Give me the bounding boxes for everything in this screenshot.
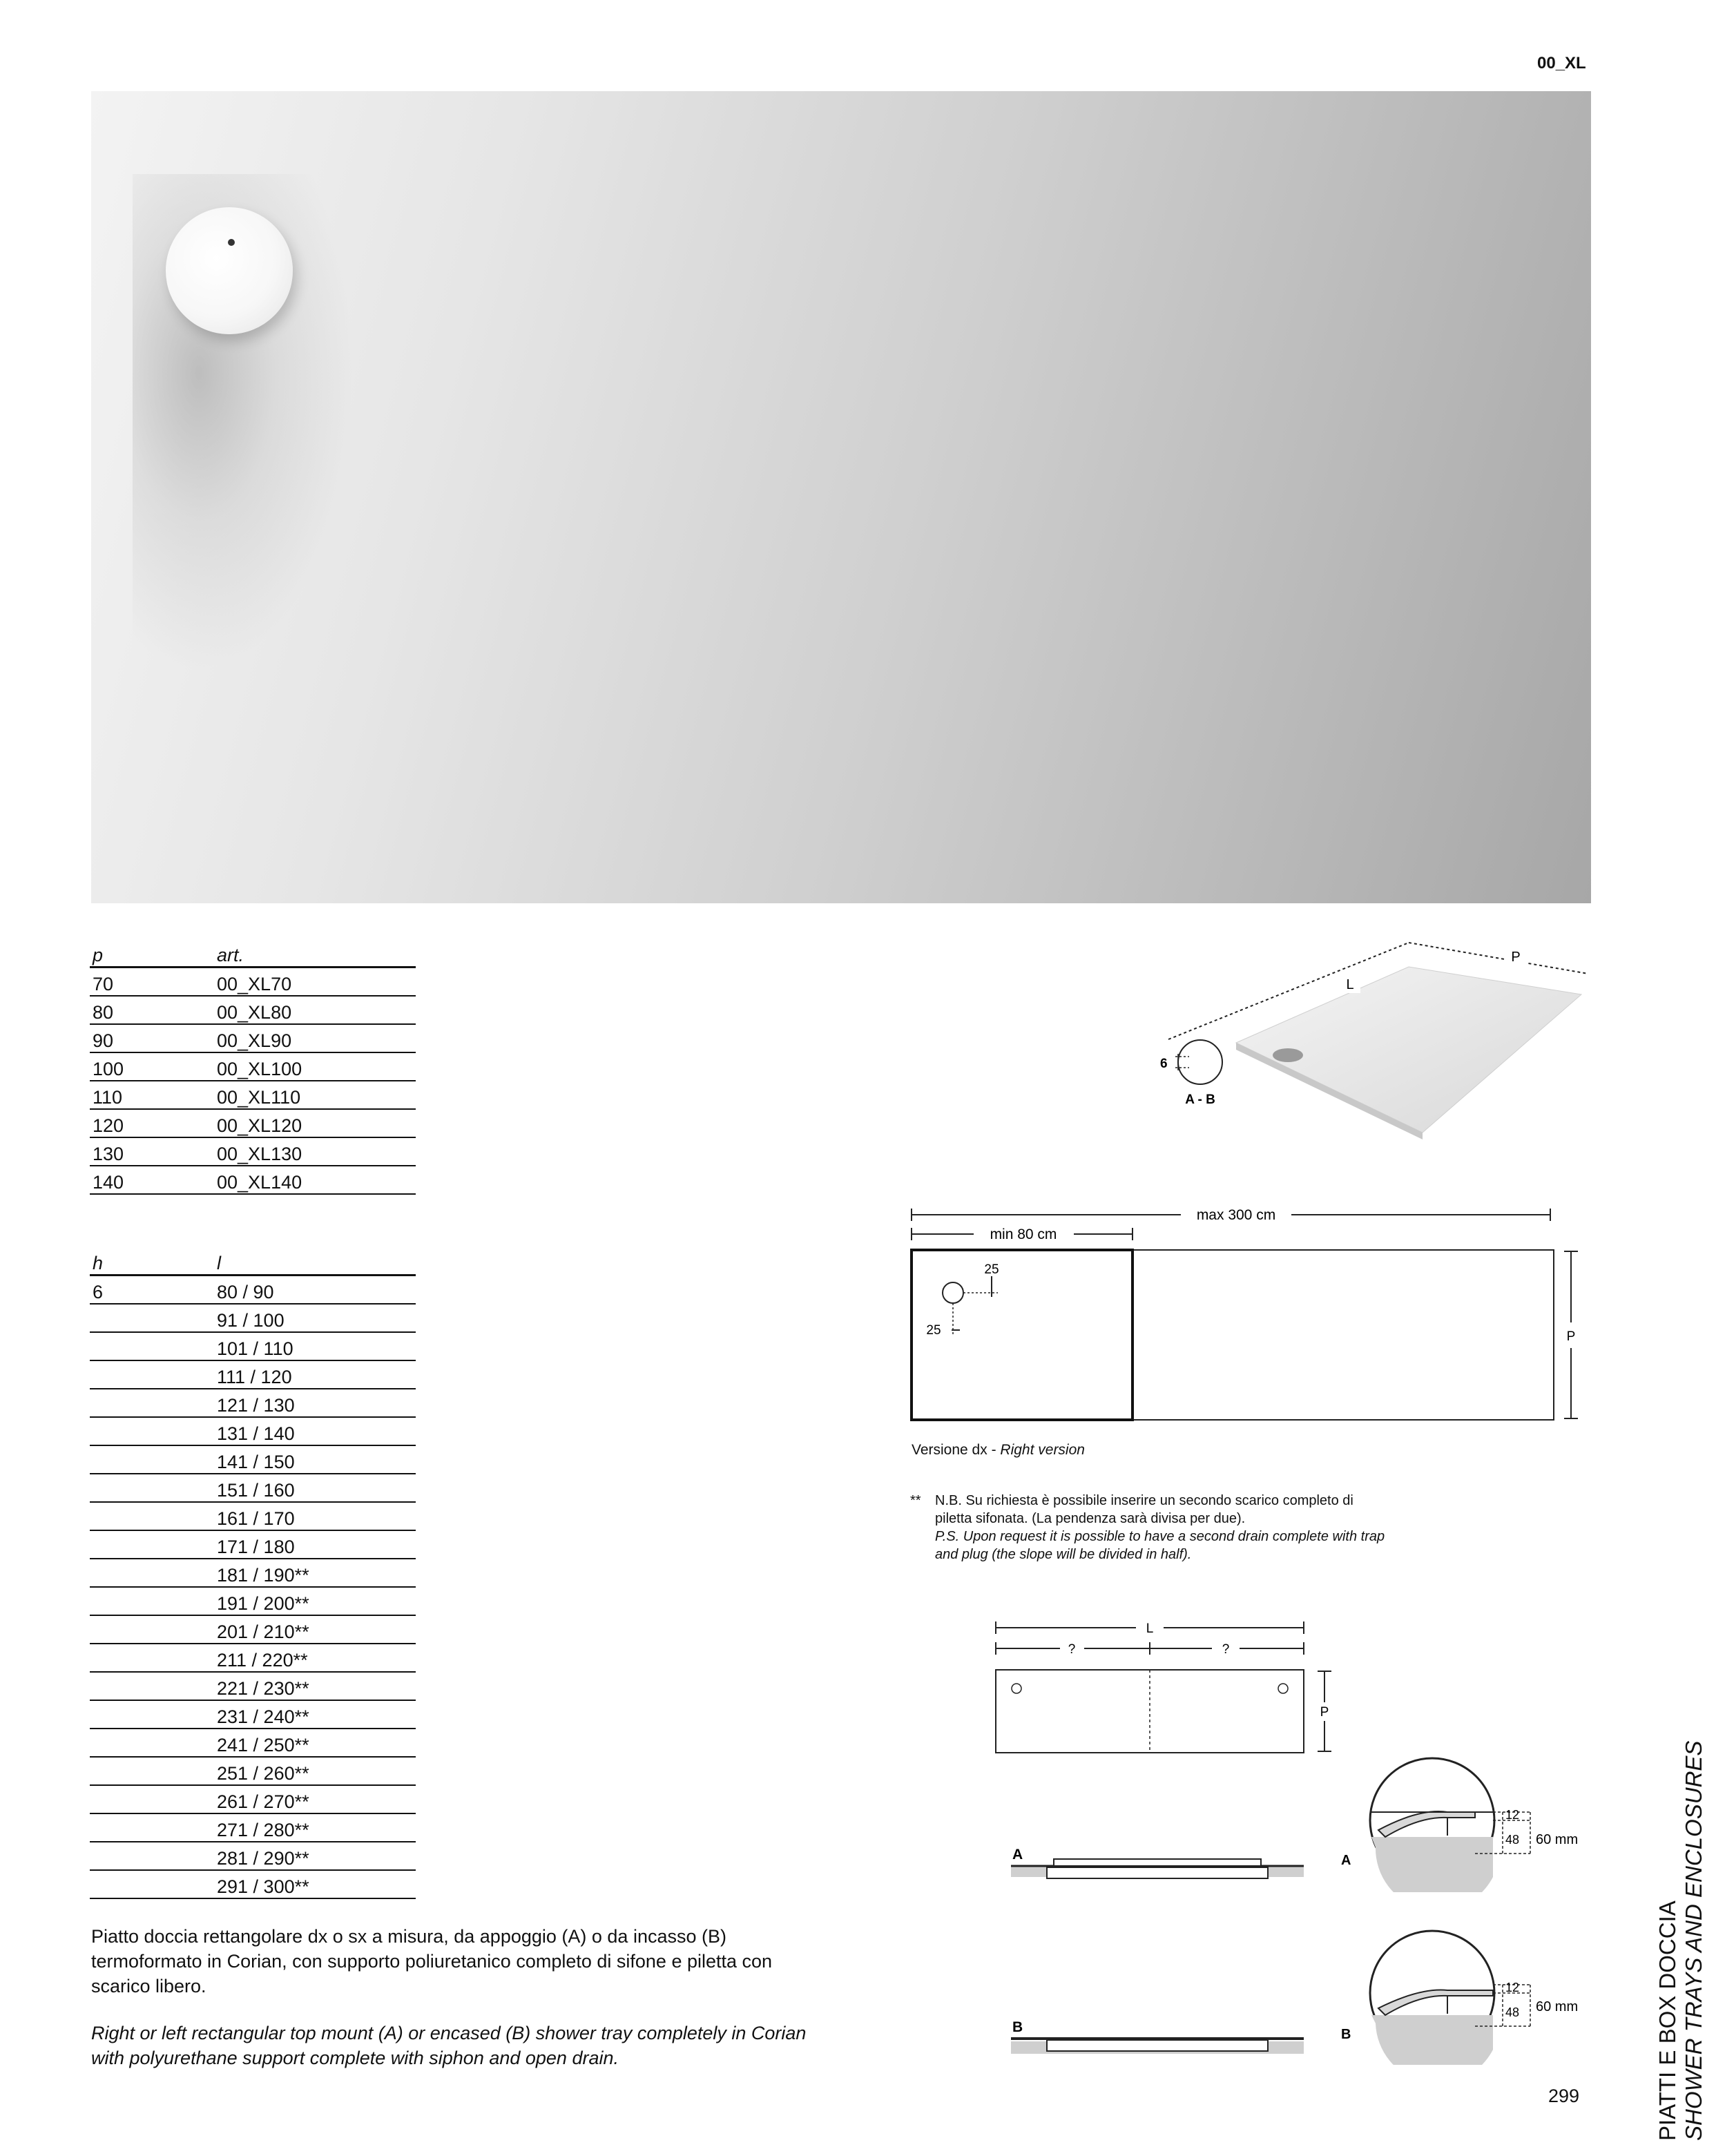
depth-table-row [90,1081,416,1109]
length-table-col2-cell: 121 / 130 [214,1389,416,1417]
length-table-row [90,1474,416,1502]
length-table-col1-cell [90,1870,214,1898]
length-table-col1-cell [90,1700,214,1729]
length-table-col1-cell [90,1360,214,1389]
length-table-col2-cell: 161 / 170 [214,1502,416,1530]
length-table-col2-cell: 241 / 250** [214,1729,416,1757]
col-header-p: p [90,939,214,968]
length-table-col1-cell [90,1729,214,1757]
depth-table-col1-cell: 130 [90,1137,214,1166]
depth-table-col1-cell: 140 [90,1166,214,1194]
length-table-col2-cell: 111 / 120 [214,1360,416,1389]
plan-drawing [905,1195,1588,1436]
product-code: 00_XL [1537,54,1586,73]
length-table-row [90,1502,416,1530]
length-table-row [90,1870,416,1898]
depth-table-row [90,1024,416,1052]
length-table-row [90,1785,416,1813]
note-english: P.S. Upon request it is possible to have a second drain complete with trap and plug (the slope will be divided in half). [935,1529,1385,1562]
iso-p-label: P [1511,950,1521,965]
depth-table-col1-cell: 90 [90,1024,214,1052]
product-photo [91,91,1591,903]
drain-hole [228,239,235,246]
length-table-col2-cell: 80 / 90 [214,1276,416,1305]
length-table-col2-cell: 181 / 190** [214,1559,416,1587]
col-header-h: h [90,1247,214,1276]
length-table-row [90,1559,416,1587]
length-table-row [90,1587,416,1615]
length-table-col2-cell: 151 / 160 [214,1474,416,1502]
length-table-row [90,1700,416,1729]
length-table-col2-cell: 101 / 110 [214,1332,416,1360]
length-table-col2-cell: 261 / 270** [214,1785,416,1813]
depth-table-col2-cell: 00_XL110 [214,1081,416,1109]
length-table-col1-cell [90,1615,214,1644]
iso-l-label: L [1346,977,1354,992]
depth-table-col2-cell: 00_XL90 [214,1024,416,1052]
length-table-col1-cell: 6 [90,1276,214,1305]
double-half1-label: ? [1068,1642,1076,1657]
section-b-dim2: 48 [1505,2005,1520,2019]
length-table-row [90,1842,416,1870]
note-italian: N.B. Su richiesta è possibile inserire un secondo scarico completo di piletta sifonata. (La pendenza sarà divisa per due). [935,1493,1353,1526]
length-table-row [90,1644,416,1672]
section-b-label: B [1012,2019,1023,2035]
length-table-col1-cell [90,1559,214,1587]
length-table-col1-cell [90,1813,214,1842]
depth-table-row [90,1109,416,1137]
section-b-dim1: 12 [1505,1981,1520,1994]
length-table-row [90,1615,416,1644]
depth-table [90,939,416,1195]
length-table-col1-cell [90,1785,214,1813]
length-table-row [90,1672,416,1700]
length-table-col2-cell: 201 / 210** [214,1615,416,1644]
length-table-row [90,1389,416,1417]
depth-table-row [90,1137,416,1166]
iso-detail-label: A - B [1185,1093,1215,1107]
plan-offset-left: 25 [926,1323,941,1338]
col-header-art: art. [214,939,416,968]
length-table-row [90,1757,416,1785]
depth-table-col1-cell: 70 [90,968,214,997]
plan-p-label: P [1566,1329,1576,1344]
depth-table-col1-cell: 110 [90,1081,214,1109]
depth-table-row [90,1166,416,1194]
section-b-total: 60 mm [1536,1999,1579,2014]
section-a-dim1: 12 [1505,1808,1520,1822]
note-marker: ** [910,1493,921,1508]
description-italian: Piatto doccia rettangolare dx o sx a misura, da appoggio (A) o da incasso (B) termoformato in Corian, con supporto poliuretanico completo di sifone e piletta con scarico libero. [91,1926,773,1996]
double-drain-drawing [987,1616,1347,1761]
length-table-col1-cell [90,1757,214,1785]
depth-table-col2-cell: 00_XL130 [214,1137,416,1166]
depth-table-col2-cell: 00_XL80 [214,996,416,1024]
depth-table-row [90,1052,416,1081]
length-table-col2-cell: 171 / 180 [214,1530,416,1559]
plan-caption [912,1442,1085,1459]
depth-table-row [90,968,416,997]
length-table-row [90,1530,416,1559]
plan-offset-top: 25 [984,1262,999,1277]
length-table-row [90,1276,416,1305]
depth-table-col1-cell: 100 [90,1052,214,1081]
depth-table-col1-cell: 80 [90,996,214,1024]
plan-min-label: min 80 cm [990,1226,1057,1242]
depth-table-row [90,996,416,1024]
length-table-col1-cell [90,1417,214,1445]
sidebar-italian: PIATTI E BOX DOCCIA [1655,1900,1680,2141]
length-table-col1-cell [90,1672,214,1700]
depth-table-col2-cell: 00_XL100 [214,1052,416,1081]
double-p-label: P [1320,1705,1329,1720]
length-table-col2-cell: 131 / 140 [214,1417,416,1445]
depth-table-col2-cell: 00_XL120 [214,1109,416,1137]
length-table-col2-cell: 91 / 100 [214,1304,416,1332]
description-english: Right or left rectangular top mount (A) or encased (B) shower tray completely in Corian with polyurethane support complete with siphon and open drain. [91,2023,807,2068]
section-a-label: A [1012,1847,1023,1863]
depth-table-col2-cell: 00_XL70 [214,968,416,997]
length-table-col2-cell: 221 / 230** [214,1672,416,1700]
length-table-row [90,1813,416,1842]
length-table-col2-cell: 231 / 240** [214,1700,416,1729]
section-sidebar [1655,1741,1707,2141]
length-table-col2-cell: 191 / 200** [214,1587,416,1615]
section-a-drawing [1005,1754,1613,1892]
drain-cover [166,207,293,334]
length-table-col1-cell [90,1530,214,1559]
length-table-col2-cell: 141 / 150 [214,1445,416,1474]
length-table-row [90,1417,416,1445]
length-table-col1-cell [90,1445,214,1474]
section-a-dim2: 48 [1505,1833,1520,1847]
length-table-col1-cell [90,1842,214,1870]
length-table-row [90,1304,416,1332]
sidebar-english: SHOWER TRAYS AND ENCLOSURES [1681,1740,1706,2141]
section-b-detail-label: B [1341,2027,1351,2042]
length-table-row [90,1729,416,1757]
col-header-l: l [214,1247,416,1276]
plan-caption-en: Right version [1000,1442,1085,1458]
length-table-row [90,1360,416,1389]
double-half2-label: ? [1222,1642,1230,1657]
length-table-col1-cell [90,1389,214,1417]
double-l-label: L [1146,1621,1154,1636]
length-table-col1-cell [90,1332,214,1360]
iso-h-label: 6 [1160,1057,1168,1071]
length-table-col1-cell [90,1644,214,1672]
length-table-row [90,1445,416,1474]
plan-caption-it: Versione dx - [912,1442,1001,1458]
length-table-col2-cell: 281 / 290** [214,1842,416,1870]
length-table-col2-cell: 251 / 260** [214,1757,416,1785]
length-table-col1-cell [90,1474,214,1502]
length-table-row [90,1332,416,1360]
page-number: 299 [1548,2086,1580,2106]
section-a-detail-label: A [1341,1853,1351,1868]
section-b-drawing [1005,1927,1613,2065]
length-table-col1-cell [90,1304,214,1332]
length-table-col1-cell [90,1587,214,1615]
depth-table-col1-cell: 120 [90,1109,214,1137]
plan-max-label: max 300 cm [1196,1207,1276,1223]
depth-table-col2-cell: 00_XL140 [214,1166,416,1194]
note [910,1492,1394,1563]
length-table-col1-cell [90,1502,214,1530]
length-table-col2-cell: 211 / 220** [214,1644,416,1672]
length-table [90,1247,416,1899]
section-a-total: 60 mm [1536,1832,1579,1847]
length-table-col2-cell: 291 / 300** [214,1870,416,1898]
isometric-drawing [1133,939,1602,1146]
length-table-col2-cell: 271 / 280** [214,1813,416,1842]
